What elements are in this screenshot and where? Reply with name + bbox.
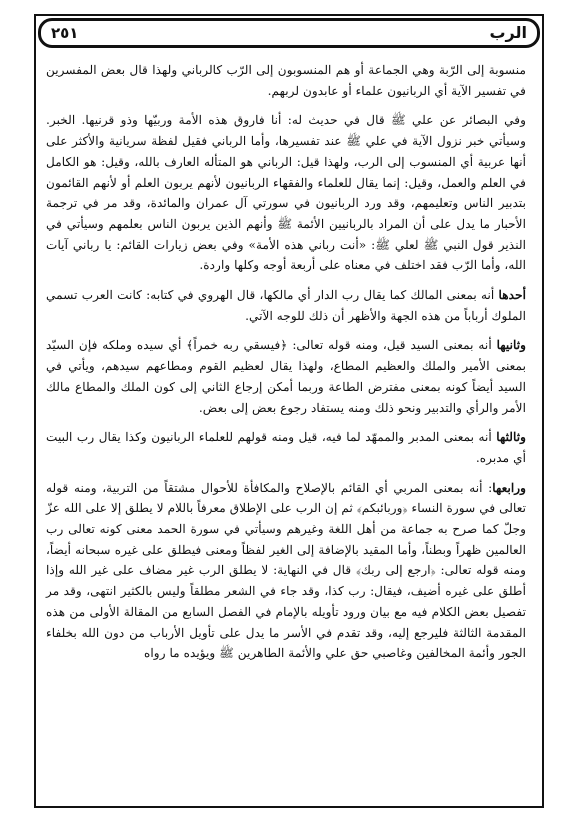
paragraph-text: أنه بمعنى المالك كما يقال رب الدار أي مالكها، قال الهروي في كتابه: كانت العرب تسمي الملوك أرباباً من هذه الجهة والأظهر أن ذلك للوجه الآتي. xyxy=(46,288,526,323)
paragraph-text: منسوبة إلى الرّبة وهي الجماعة أو هم المنسوبون إلى الرّب كالرباني ولهذا قال بعض المفسرين في تفسير الآية أي الربانيون علماء أو عابدون لربهم. xyxy=(46,63,526,98)
paragraph xyxy=(46,427,526,468)
paragraph xyxy=(46,335,526,418)
paragraph-text: أنه بمعنى المدبر والممهّد لما فيه، قيل ومنه قولهم للعلماء الربانيون وكذا يقال رب البيت أي مدبره. xyxy=(46,430,526,465)
paragraph-lead: وثالثها xyxy=(496,430,526,445)
paragraph-text: أنه بمعنى السيد قيل، ومنه قوله تعالى: ﴿فيسقي ربه خمراً﴾ أي سيده وملكه فإن السيّد بمعنى الأمير والملك والعظيم المطاع، ولهذا يقال لعظيم القوم ومطاعهم سيدهم، ويأتي في السيد أيضاً كونه بمعنى مفترض الطاعة وربما أمكن إرجاع الثاني إلى كون الملك والمطاع مالك الأمر والرأي والتدبير ونحو ذلك ومنه يستفاد رجوع بعض إلى بعض. xyxy=(46,338,526,415)
paragraph-text: وفي البصائر عن علي ﷺ قال في حديث له: أنا فاروق هذه الأمة وربيّها وذو قرنيها. الخبر. وسيأتي خبر نزول الآية في علي ﷺ عند تفسيرها، وأما الرباني فقيل لفظة سريانية والأكثر على أنها عربية أي المنسوب إلى الرب، ولهذا قيل: الرباني هو المتأله العارف بالله، وقيل: هو الكامل في العلم والعمل، وقيل: إنما يقال للعلماء والفقهاء الربانيون لأنهم يربون العلم أو لأنهم القائمون بتدبير الناس وتعليمهم، وقد ورد الربانيون في سورتي آل عمران والمائدة، وقد مر في ترجمة الأحبار ما يدل على أن المراد بالربانيين الأئمة ﷺ وأنهم الذين يربون الناس بعلمهم وسيأتي في النذير قول النبي ﷺ لعلي ﷺ: «أنت رباني هذه الأمة» وفي بعض زيارات القائم: يا رباني آيات الله، وأما الرّب فقد اختلف في معناه على أربعة أوجه وكلها واردة. xyxy=(46,113,526,273)
page-number: ٢٥١ xyxy=(51,24,79,42)
paragraph-lead: أحدها xyxy=(498,288,526,303)
paragraph xyxy=(46,285,526,326)
paragraph xyxy=(46,110,526,276)
running-title: الرب xyxy=(489,23,527,42)
paragraph-lead: ورابعها xyxy=(492,480,526,495)
paragraph xyxy=(46,60,526,101)
paragraph-lead: وثانيها xyxy=(496,338,526,353)
paragraph xyxy=(46,478,526,664)
page-header xyxy=(38,18,540,48)
body-text xyxy=(46,60,526,800)
paragraph-text: : أنه بمعنى المربي أي القائم بالإصلاح والمكافأة للأحوال مشتقاً من التربية، ومنه قوله تعالى في سورة النساء ﴿وربائبكم﴾ ثم إن الرب على الإطلاق معرفاً باللام لا يطلق إلا على الله عزّ وجلّ كما صرح به جماعة من أهل اللغة وغيرهم وسيأتي في سورة الحمد معنى كونه تعالى رب العالمين ظهراً وبطناً، وأما المقيد بالإضافة إلى الغير لفظاً ومعنى فيطلق على غيره سبحانه أيضاً، ومنه قوله تعالى: ﴿ارجع إلى ربك﴾ قال في النهاية: لا يطلق الرب غير مضاف على غير الله وإذا أطلق على غيره أضيف، فيقال: رب كذا، وقد جاء في الشعر مطلقاً وليس بالكثير انتهى، وقد مر تفصيل بعض الكلام فيه مع بيان ورود تأويله بالإمام في الفصل السابع من المقالة الأولى من هذه المقدمة الثالثة فليرجع إليه، وقد تقدم في الأسر ما يدل على تأويل الأرباب من دون الله بخلفاء الجور وأئمة المخالفين وغاصبي حق علي والأئمة الطاهرين ﷺ ويؤيده ما رواه xyxy=(46,480,526,661)
